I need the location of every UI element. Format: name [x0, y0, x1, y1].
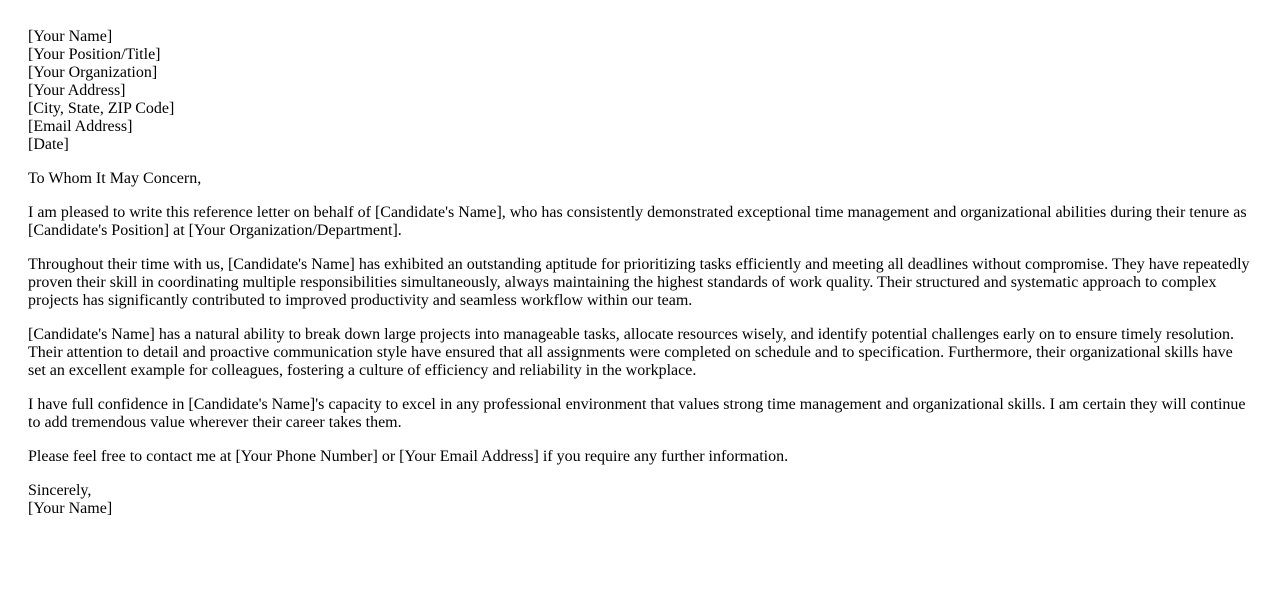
- sender-block: [28, 28, 1254, 154]
- sender-city-state-zip: [City, State, ZIP Code]: [28, 100, 175, 117]
- reference-letter: [28, 28, 1254, 518]
- body-paragraph-intro: I am pleased to write this reference letter on behalf of [Candidate's Name], who has consistently demonstrated exceptional time management and organizational abilities during their tenure as [Candidate's Position] at [Your Organization/Department].: [28, 204, 1247, 239]
- sender-position: [Your Position/Title]: [28, 46, 161, 63]
- sender-organization: [Your Organization]: [28, 64, 158, 81]
- letter-date: [Date]: [28, 136, 69, 153]
- sender-address: [Your Address]: [28, 82, 126, 99]
- closing: Sincerely,: [28, 482, 92, 499]
- body-paragraph-contact: Please feel free to contact me at [Your Phone Number] or [Your Email Address] if you require any further information.: [28, 448, 789, 465]
- body-paragraph-aptitude: Throughout their time with us, [Candidate's Name] has exhibited an outstanding aptitude for prioritizing tasks efficiently and meeting all deadlines without compromise. They have repeatedly proven their skill in coordinating multiple responsibilities simultaneously, always maintaining the highest standards of work quality. Their structured and systematic approach to complex projects has significantly contributed to improved productivity and seamless workflow within our team.: [28, 256, 1250, 309]
- sender-email: [Email Address]: [28, 118, 133, 135]
- salutation: To Whom It May Concern,: [28, 170, 202, 187]
- signature-name: [Your Name]: [28, 500, 113, 517]
- body-paragraph-confidence: I have full confidence in [Candidate's Name]'s capacity to excel in any professional environment that values strong time management and organizational skills. I am certain they will continue to add tremendous value wherever their career takes them.: [28, 396, 1246, 431]
- sender-name: [Your Name]: [28, 28, 113, 45]
- body-paragraph-skills: [Candidate's Name] has a natural ability to break down large projects into manageable tasks, allocate resources wisely, and identify potential challenges early on to ensure timely resolution. Their attention to detail and proactive communication style have ensured that all assignments were completed on schedule and to specification. Furthermore, their organizational skills have set an excellent example for colleagues, fostering a culture of efficiency and reliability in the workplace.: [28, 326, 1235, 379]
- closing-block: [28, 482, 1254, 518]
